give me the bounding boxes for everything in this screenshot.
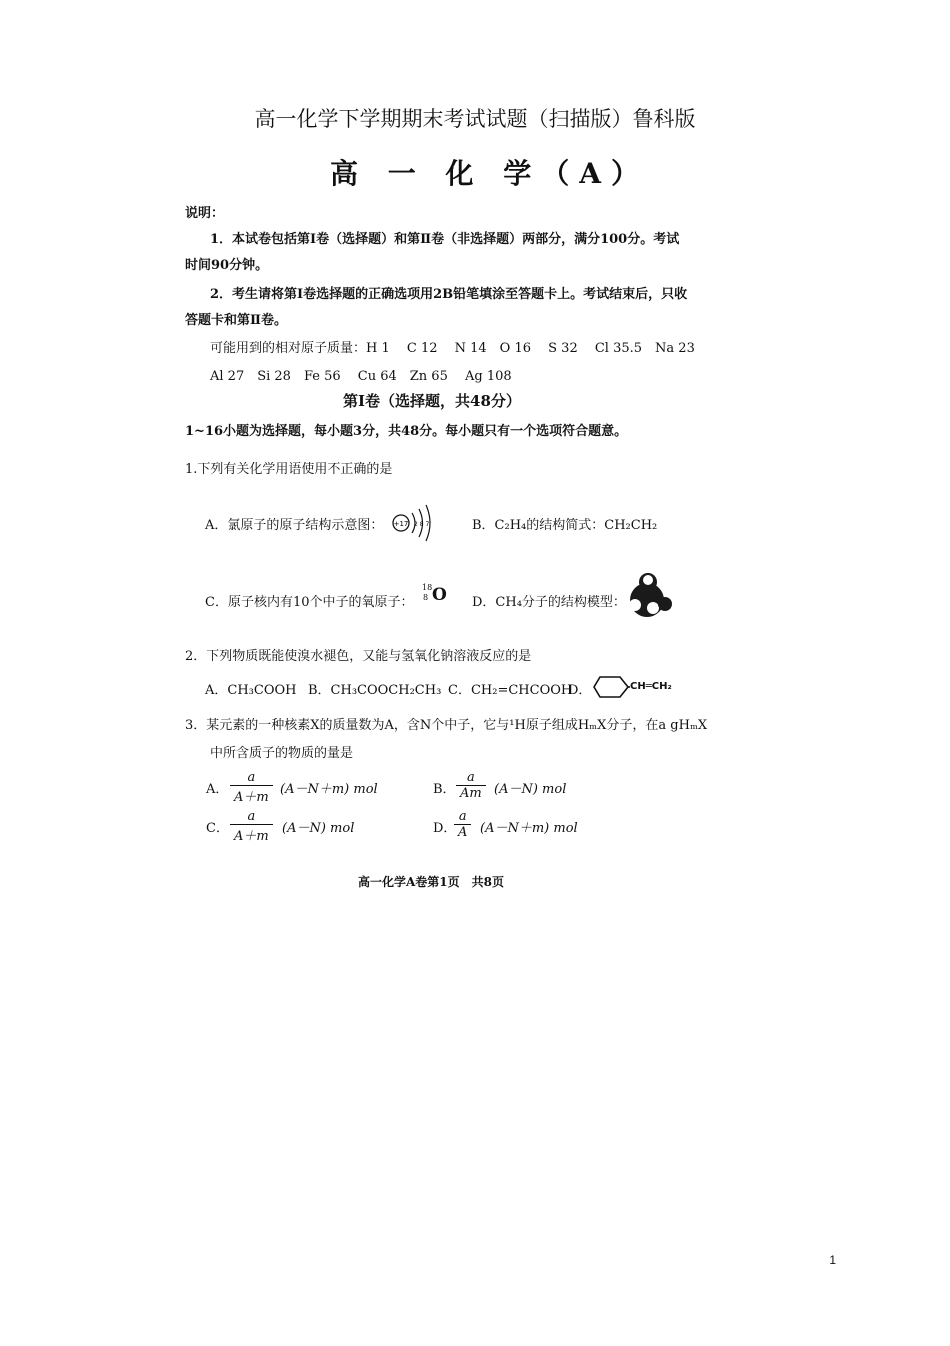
methane-space-filling-model-icon	[622, 572, 674, 624]
q3-option-d-label: D．	[433, 821, 457, 836]
q3-option-b-tail: (A－N) mol	[494, 782, 567, 797]
q2-option-c: C．CH₂=CHCOOH	[448, 683, 573, 698]
q3-c-numerator: a	[247, 809, 256, 824]
question-3-stem-line-2: 中所含质子的物质的量是	[210, 746, 354, 761]
q2-option-d-label: D．	[568, 683, 592, 698]
page-footer: 高一化学A卷第1页 共8页	[358, 875, 505, 889]
q3-option-a-fraction	[230, 770, 273, 805]
section-1-instruction: 1~16小题为选择题，每小题3分，共48分。每小题只有一个选项符合题意。	[185, 424, 628, 439]
atomic-masses-line-1: 可能用到的相对原子质量：H 1 C 12 N 14 O 16 S 32 Cl 35.5 Na 23	[210, 341, 695, 356]
note-1-line-2: 时间90分钟。	[185, 258, 269, 273]
q3-option-b-fraction	[456, 770, 486, 801]
q3-d-numerator: a	[458, 809, 467, 824]
document-title: 高一化学下学期期末考试试题（扫描版）鲁科版	[254, 107, 696, 131]
q3-option-d-fraction	[454, 809, 471, 840]
atomic-masses-line-2: Al 27 Si 28 Fe 56 Cu 64 Zn 65 Ag 108	[210, 369, 512, 384]
question-3-stem-line-1: 3．某元素的一种核素X的质量数为A，含N个中子，它与¹H原子组成HₘX分子，在a gHₘX	[185, 718, 708, 733]
q1-option-b: B．C₂H₄的结构简式：CH₂CH₂	[472, 518, 658, 533]
nucleus-charge: +17	[393, 520, 409, 528]
q3-option-a-tail: (A－N＋m) mol	[280, 782, 378, 797]
section-1-title: 第Ⅰ卷（选择题，共48分）	[343, 392, 521, 410]
exam-title: 高 一 化 学（A）	[330, 157, 649, 190]
q1-option-d: D．CH₄分子的结构模型：	[472, 595, 626, 610]
note-1-line-1: 1．本试卷包括第Ⅰ卷（选择题）和第Ⅱ卷（非选择题）两部分，满分100分。考试	[210, 232, 680, 247]
note-2-line-1: 2．考生请将第Ⅰ卷选择题的正确选项用2B铅笔填涂至答题卡上。考试结束后，只收	[210, 287, 688, 302]
q2-option-a: A．CH₃COOH	[205, 683, 297, 698]
q3-option-d-tail: (A－N＋m) mol	[480, 821, 578, 836]
page-number: 1	[829, 1253, 836, 1267]
q1-option-a: A．氯原子的原子结构示意图：	[205, 518, 384, 533]
q3-option-b-label: B．	[433, 782, 456, 797]
benzene-ring-icon	[592, 675, 630, 699]
q1-option-c: C．原子核内有10个中子的氧原子：	[205, 595, 414, 610]
q3-a-numerator: a	[247, 770, 256, 785]
question-2-stem: 2．下列物质既能使溴水褪色，又能与氢氧化钠溶液反应的是	[185, 649, 532, 664]
question-1-stem: 1.下列有关化学用语使用不正确的是	[185, 462, 393, 477]
isotope-mass-number: 18	[422, 583, 433, 592]
q3-option-c-label: C．	[206, 821, 229, 836]
isotope-element-symbol: O	[432, 585, 447, 605]
oxygen-18-isotope-symbol	[422, 583, 452, 609]
scanned-exam-page	[160, 140, 770, 940]
q3-d-denominator: A	[454, 824, 471, 840]
electron-shell-counts: 2 8 7	[414, 521, 430, 528]
q3-a-denominator: A＋m	[230, 785, 273, 805]
q3-option-a-label: A．	[206, 782, 229, 797]
q3-option-c-fraction	[230, 809, 273, 844]
q3-b-numerator: a	[466, 770, 475, 785]
q3-option-c-tail: (A－N) mol	[282, 821, 355, 836]
vinyl-group-label: CH═CH₂	[630, 681, 672, 692]
chlorine-atom-structure-diagram	[390, 502, 436, 544]
isotope-atomic-number: 8	[423, 593, 429, 602]
note-2-line-2: 答题卡和第Ⅱ卷。	[185, 313, 287, 328]
q2-option-b: B．CH₃COOCH₂CH₃	[308, 683, 442, 698]
notes-heading: 说明：	[185, 206, 225, 221]
q3-c-denominator: A＋m	[230, 824, 273, 844]
q3-b-denominator: Am	[456, 785, 486, 801]
